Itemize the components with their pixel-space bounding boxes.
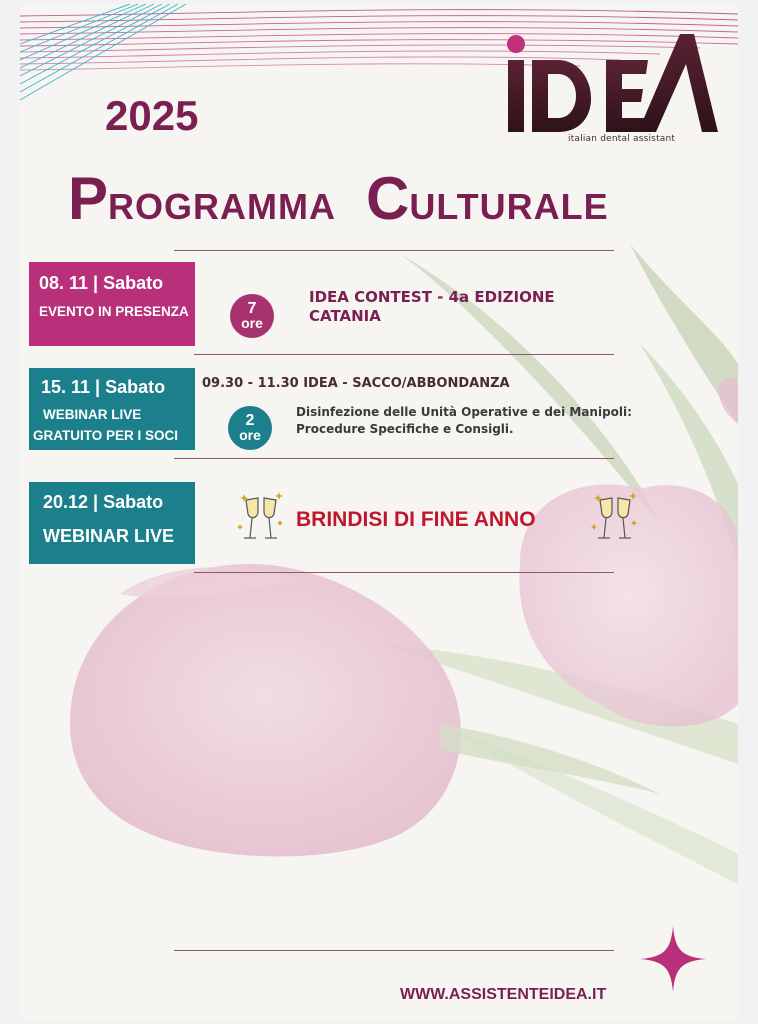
- divider: [174, 250, 614, 251]
- divider: [194, 572, 614, 573]
- event-2-mode-line2: GRATUITO PER I SOCI: [33, 428, 179, 443]
- divider: [174, 950, 614, 951]
- event-3-date: 20.12 | Sabato: [43, 492, 164, 512]
- divider: [194, 354, 614, 355]
- event-2-mode-line1: WEBINAR LIVE: [43, 407, 142, 422]
- sparkle-star-icon: [640, 926, 706, 992]
- event-1-mode: EVENTO IN PRESENZA: [39, 304, 189, 319]
- title-initial-c: C: [366, 165, 410, 232]
- poster: [20, 4, 738, 1020]
- website-link[interactable]: WWW.ASSISTENTEIDEA.IT: [400, 986, 607, 1003]
- champagne-glasses-icon: [590, 490, 640, 546]
- idea-logo: [488, 34, 718, 149]
- event-3-datebox: [29, 482, 195, 564]
- event-1-hours-num: 7: [247, 300, 257, 317]
- event-1-title-line1: IDEA CONTEST - 4a EDIZIONE: [309, 288, 555, 306]
- event-2-time: 09.30 - 11.30 IDEA - SACCO/ABBONDANZA: [202, 376, 510, 391]
- event-2-hours: [228, 406, 272, 450]
- title-rest-1: ROGRAMMA: [108, 186, 337, 227]
- page-title: [68, 164, 609, 233]
- event-3-title: BRINDISI DI FINE ANNO: [296, 508, 536, 531]
- title-rest-2: ULTURALE: [409, 186, 609, 227]
- event-1-date: 08. 11 | Sabato: [39, 273, 164, 293]
- event-2-hours-num: 2: [245, 412, 255, 429]
- event-2-date: 15. 11 | Sabato: [41, 377, 166, 397]
- champagne-glasses-icon: [236, 490, 286, 546]
- event-3-mode: WEBINAR LIVE: [43, 526, 175, 546]
- year: 2025: [105, 92, 199, 139]
- event-1-title-line2: CATANIA: [309, 307, 381, 325]
- event-1-hours: [230, 294, 274, 338]
- event-2-desc-line2: Procedure Specifiche e Consigli.: [296, 422, 514, 436]
- divider: [174, 458, 614, 459]
- event-1-datebox: [29, 262, 195, 346]
- event-2-desc-line1: Disinfezione delle Unità Operative e dei Manipoli:: [296, 405, 632, 419]
- logo-subtitle: italian dental assistant: [568, 134, 676, 144]
- title-initial-p: P: [68, 165, 109, 232]
- event-1-hours-unit: ore: [241, 315, 263, 331]
- event-2-datebox: [29, 368, 195, 450]
- event-2-hours-unit: ore: [239, 427, 261, 443]
